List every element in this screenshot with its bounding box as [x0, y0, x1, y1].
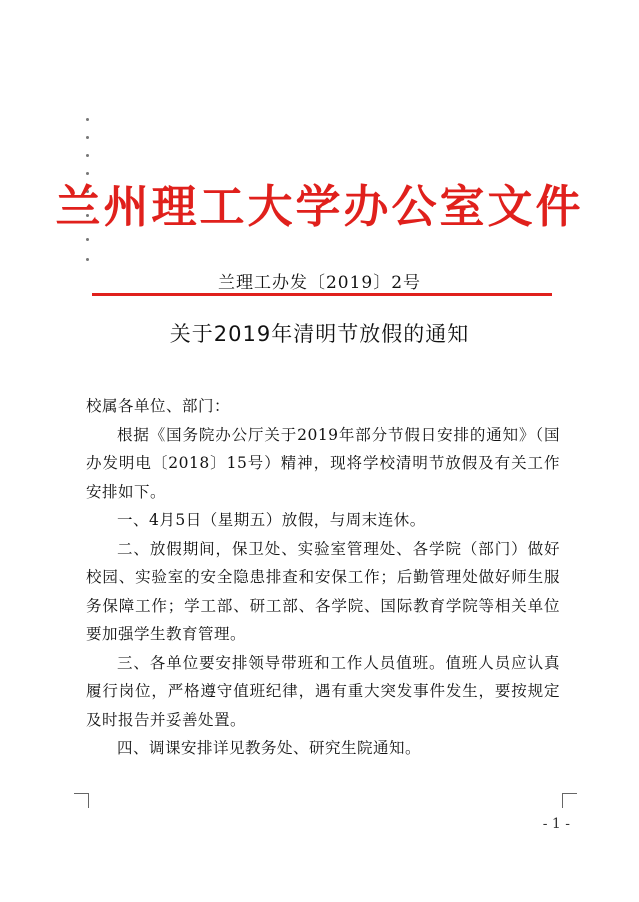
paragraph-item-4: 四、调课安排详见教务处、研究生院通知。	[117, 739, 422, 757]
red-divider-line	[92, 293, 552, 296]
crop-mark-right	[562, 793, 577, 808]
salutation: 校属各单位、部门：	[86, 397, 231, 415]
letterhead-title: 兰州理工大学办公室文件	[55, 180, 584, 233]
crop-mark-left	[74, 793, 89, 808]
notice-body	[86, 392, 560, 763]
page-number: - 1 -	[542, 816, 570, 832]
paragraph-item-1: 一、4月5日（星期五）放假，与周末连休。	[117, 511, 426, 529]
paragraph-intro: 根据《国务院办公厅关于2019年部分节假日安排的通知》（国办发明电〔2018〕15号）精神，现将学校清明节放假及有关工作安排如下。	[86, 425, 560, 501]
notice-heading: 关于2019年清明节放假的通知	[169, 322, 470, 346]
paragraph-item-3: 三、各单位要安排领导带班和工作人员值班。值班人员应认真履行岗位，严格遵守值班纪律，遇有重大突发事件发生，要按规定及时报告并妥善处置。	[86, 653, 560, 729]
paragraph-item-2: 二、放假期间，保卫处、实验室管理处、各学院（部门）做好校园、实验室的安全隐患排查和安保工作；后勤管理处做好师生服务保障工作；学工部、研工部、各学院、国际教育学院等相关单位要加强学生教育管理。	[86, 539, 560, 643]
document-number: 兰理工办发〔2019〕2号	[217, 273, 422, 293]
